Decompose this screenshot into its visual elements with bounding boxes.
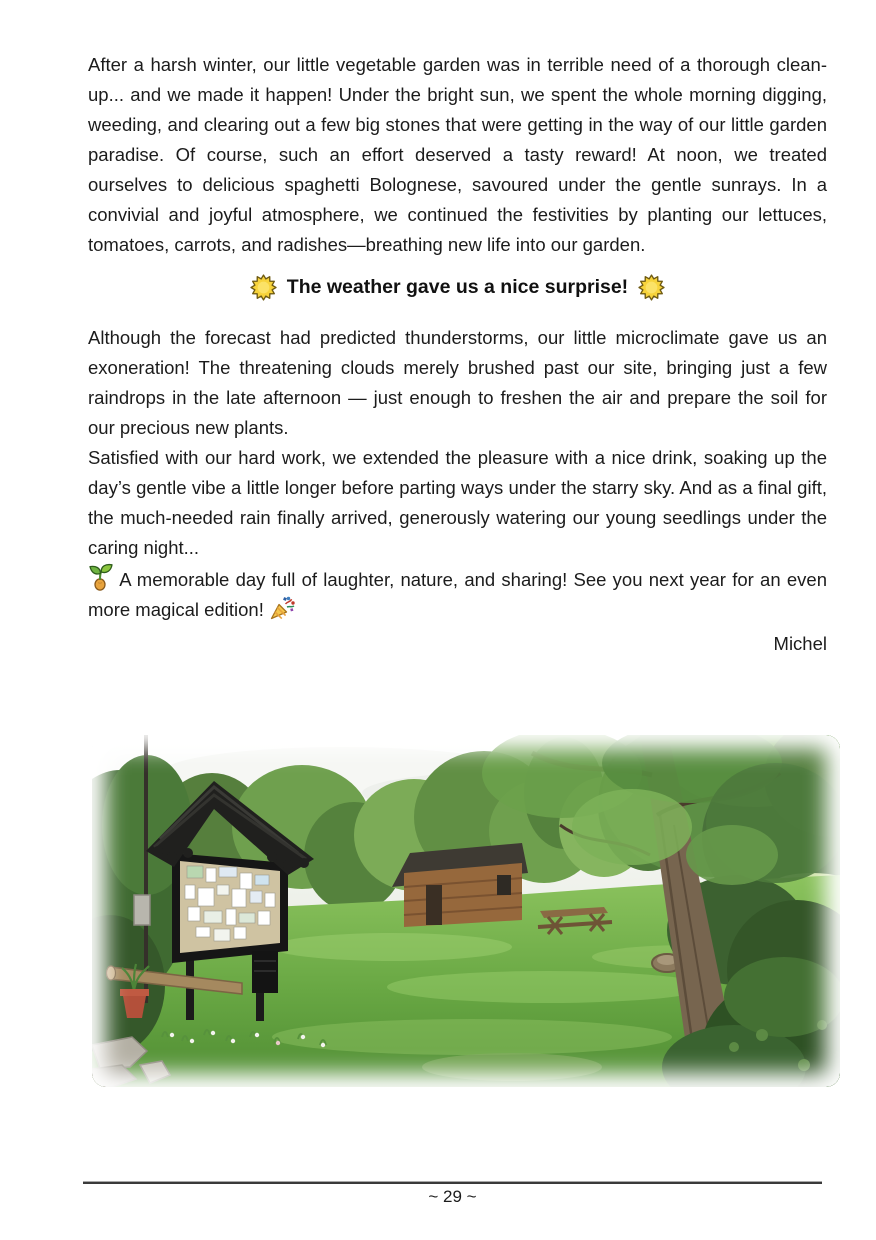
paragraph-2: Although the forecast had predicted thunderstorms, our little microclimate gave us an exoneration! The threatening clouds merely brushed past our site, bringing just a few raindrops in the late afternoon — just enough to freshen the air and prepare the soil for our precious new plants. <box>88 327 827 438</box>
closing-paragraph <box>88 563 827 625</box>
paragraph-3: Satisfied with our hard work, we extended the pleasure with a nice drink, soaking up the day’s gentle vibe a little longer before parting ways under the starry sky. And as a final gift, the much-needed rain finally arrived, generously watering our young seedlings under the caring night... <box>88 447 827 558</box>
footer-rule <box>83 1181 822 1184</box>
sun-icon <box>638 274 665 301</box>
party-popper-icon <box>269 595 295 621</box>
page-footer <box>83 1181 822 1207</box>
garden-photo-illustration <box>92 735 840 1087</box>
page-number: ~ 29 ~ <box>428 1187 477 1206</box>
cabin <box>392 843 528 927</box>
garden-photo <box>92 735 840 1087</box>
pole <box>144 735 148 1003</box>
text-block <box>88 50 827 659</box>
section-heading <box>88 274 827 301</box>
signature: Michel <box>773 633 827 654</box>
closing-text: A memorable day full of laughter, nature, and sharing! See you next year for an even more magical edition! <box>88 569 827 620</box>
paragraph-1: After a harsh winter, our little vegetable garden was in terrible need of a thorough clean-up... and we made it happen! Under the bright sun, we spent the whole morning digging, weeding, and clearing out a few big stones that were getting in the way of our little garden paradise. Of course, such an effort deserved a tasty reward! At noon, we treated ourselves to delicious spaghetti Bolognese, savoured under the gentle sunrays. In a convivial and joyful atmosphere, we continued the festivities by planting our lettuces, tomatoes, carrots, and radishes—breathing new life into our garden. <box>88 54 827 255</box>
seedling-icon <box>88 563 114 591</box>
pole-box <box>134 895 150 925</box>
heading-text: The weather gave us a nice surprise! <box>286 276 629 298</box>
sun-icon <box>250 274 277 301</box>
